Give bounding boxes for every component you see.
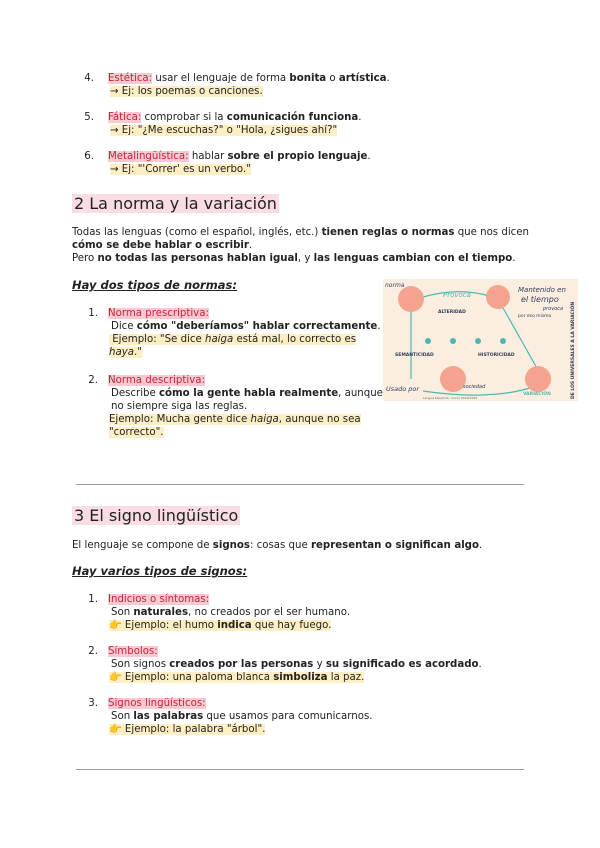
list-number: 2. xyxy=(88,375,98,386)
node-circle xyxy=(486,285,510,309)
node-circle xyxy=(525,366,551,392)
diagram-label: sociedad xyxy=(463,384,486,390)
example-line: → Ej: los poemas o canciones. xyxy=(110,86,263,97)
example-line: 👉 Ejemplo: una paloma blanca simboliza la paz. xyxy=(109,672,365,683)
list-item: Indicios o síntomas: xyxy=(108,594,210,605)
example-line: Ejemplo: Mucha gente dice haiga, aunque no sea xyxy=(109,414,361,425)
paragraph: Todas las lenguas (como el español, inglés, etc.) tienen reglas o normas que nos dicen xyxy=(72,227,529,238)
list-item: Norma descriptiva: xyxy=(108,375,205,386)
list-item-text: no siempre siga las reglas. xyxy=(111,401,248,412)
section-heading: 2 La norma y la variación xyxy=(74,194,277,213)
list-item: Norma prescriptiva: xyxy=(108,308,209,319)
diagram-label: provoca xyxy=(543,306,564,312)
diagram-label: SEMANTICIDAD xyxy=(395,353,434,358)
section-heading: 3 El signo lingüístico xyxy=(74,506,239,525)
list-item: Signos lingüísticos: xyxy=(108,698,206,709)
term-highlight: Estética: xyxy=(108,73,153,84)
example-line: "correcto". xyxy=(109,427,164,438)
diagram-label: HISTORICIDAD xyxy=(478,353,515,358)
diagram-label: Mantenido en xyxy=(518,286,566,294)
paragraph: cómo se debe hablar o escribir. xyxy=(72,240,253,251)
list-item-text: Dice cómo "deberíamos" hablar correctamente. xyxy=(111,321,381,332)
list-item: Símbolos: xyxy=(108,646,158,657)
diagram-image xyxy=(383,279,578,401)
section-divider xyxy=(76,769,524,770)
list-number: 6. xyxy=(84,151,94,162)
section-divider xyxy=(76,484,524,485)
diagram-label: Provoca xyxy=(443,291,471,299)
list-number: 1. xyxy=(88,594,98,605)
diagram-label: Usado por xyxy=(386,385,420,393)
subheading: Hay dos tipos de normas: xyxy=(72,278,237,292)
list-item-text: Son las palabras que usamos para comunicarnos. xyxy=(111,711,373,722)
paragraph: El lenguaje se compone de signos: cosas que representan o significan algo. xyxy=(72,540,483,551)
list-item: Metalingüística: hablar sobre el propio lenguaje. xyxy=(108,151,371,162)
list-number: 2. xyxy=(88,646,98,657)
list-number: 3. xyxy=(88,698,98,709)
subheading: Hay varios tipos de signos: xyxy=(72,564,248,578)
diagram-label: el tiempo xyxy=(521,295,559,304)
list-item: Estética: usar el lenguaje de forma bonita o artística. xyxy=(108,73,390,84)
diagram-label: por eso mismo xyxy=(518,314,552,319)
list-item-text: Son naturales, no creados por el ser humano. xyxy=(111,607,351,618)
diagram-label: norma xyxy=(385,282,405,289)
example-line: 👉 Ejemplo: el humo indica que hay fuego. xyxy=(109,620,332,631)
list-number: 4. xyxy=(84,73,94,84)
list-item: Fática: comprobar si la comunicación funciona. xyxy=(108,112,362,123)
diagram-label: ALTERIDAD xyxy=(438,310,466,315)
universals-variation-diagram xyxy=(383,279,578,401)
example-line: 👉 Ejemplo: la palabra "árbol". xyxy=(109,724,266,735)
list-number: 5. xyxy=(84,112,94,123)
paragraph: Pero no todas las personas hablan igual, y las lenguas cambian con el tiempo. xyxy=(72,253,516,264)
list-number: 1. xyxy=(88,308,98,319)
diagram-side-label: DE LOS UNIVERSALES A LA VARIACIÓN xyxy=(571,301,576,399)
example-line: Ejemplo: "Se dice haiga está mal, lo correcto es xyxy=(109,333,356,346)
example-line: → Ej: "¿Me escuchas?" o "Hola, ¿sigues ahí?" xyxy=(110,125,338,136)
example-line: haya." xyxy=(109,347,142,358)
diagram-label: Lengua Española · Curso 2024/2025 xyxy=(423,396,478,400)
list-item-text: Son signos creados por las personas y su significado es acordado. xyxy=(111,659,482,670)
node-circle xyxy=(398,286,424,312)
diagram-label: VARIACIÓN xyxy=(523,392,551,397)
list-item-text: Describe cómo la gente habla realmente, aunque xyxy=(111,388,383,399)
example-line: → Ej: "'Correr' es un verbo." xyxy=(110,164,251,175)
